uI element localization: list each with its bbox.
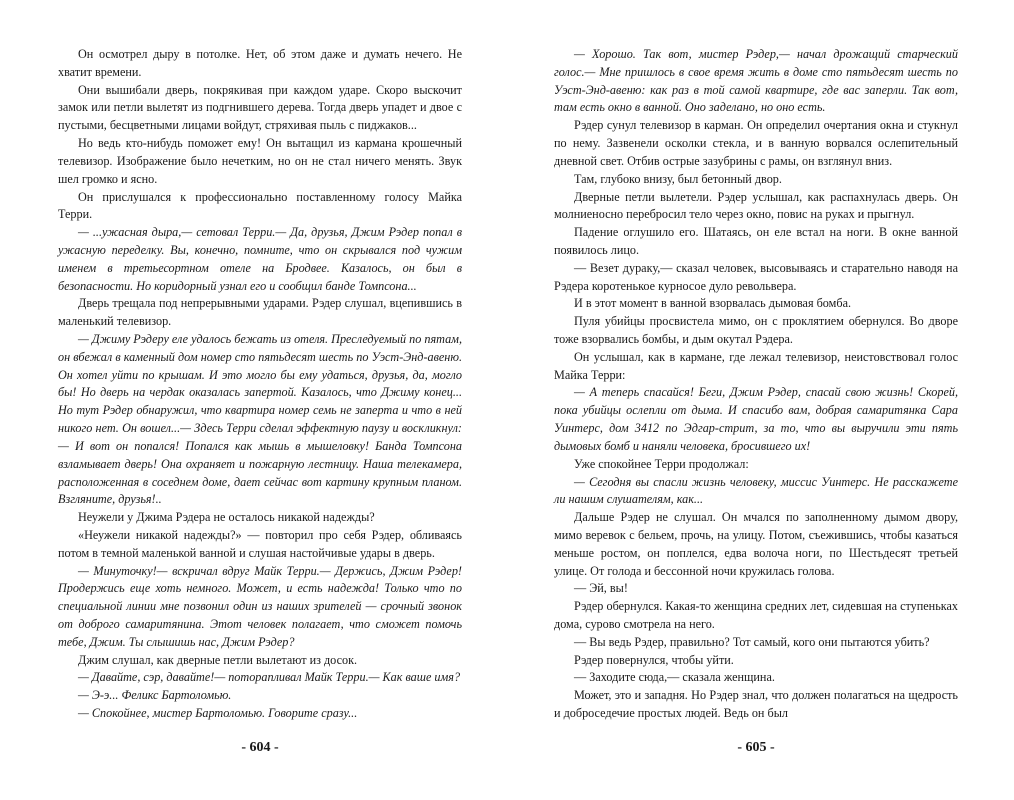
right-paragraph: Может, это и западня. Но Рэдер знал, что должен полагаться на щедрость и доброседечие простых людей. Ведь он был — [554, 688, 958, 721]
right-paragraph: Рэдер обернулся. Какая-то женщина средних лет, сидевшая на ступеньках дома, сурово смотрела на него. — [554, 599, 958, 631]
right-paragraph: Падение оглушило его. Шатаясь, он еле встал на ноги. В окне ванной появилось лицо. — [554, 225, 958, 257]
right-paragraph: — Хорошо. Так вот, мистер Рэдер,— начал дрожащий старческий голос.— Мне пришлось в свое время жить в доме сто пятьдесят шесть по Уэст-Энд-авеню: как раз в той самой квартире, где вас заперли. Так вот, там есть окно в ванной. Оно заделано, но оно есть. — [554, 47, 958, 115]
left-paragraph: Но ведь кто-нибудь поможет ему! Он вытащил из кармана крошечный телевизор. Изображение было нечетким, но он не стал ничего менять. Звук шел громко и ясно. — [58, 136, 462, 186]
left-paragraph: Дверь трещала под непрерывными ударами. Рэдер слушал, вцепившись в маленький телевизор. — [58, 296, 462, 329]
right-paragraph: — Вы ведь Рэдер, правильно? Тот самый, кого они пытаются убить? — [574, 634, 930, 649]
left-paragraph: — Давайте, сэр, давайте!— поторапливал Майк Терри.— Как ваше имя? — [78, 670, 461, 685]
right-paragraph: — Эй, вы! — [574, 581, 628, 596]
left-paragraph: Он прислушался к профессионально поставленному голосу Майка Терри. — [58, 189, 462, 222]
left-page — [58, 46, 462, 723]
right-paragraph: Дальше Рэдер не слушал. Он мчался по заполненному дымом двору, мимо веревок с бельем, прочь, на улицу. Потом, съежившись, чтобы казаться меньше ростом, он поплелся, едва волоча ноги, по Шестьдесят третьей улице. От голода и бессонной ночи кружилась голова. — [554, 510, 958, 578]
left-paragraph: Он осмотрел дыру в потолке. Нет, об этом даже и думать нечего. Не хватит времени. — [58, 47, 462, 79]
left-paragraph: — Э-э... Феликс Бартоломью. — [78, 688, 232, 703]
left-paragraph: — ...ужасная дыра,— сетовал Терри.— Да, друзья, Джим Рэдер попал в ужасную переделку. Вы, конечно, помните, что он скрывался под чужим именем в третьесортном отеле на Бродвее. Казалось, он был в безопасности. Но коридорный узнал его и сообщил банде Томпсона... — [58, 225, 462, 293]
right-paragraph: Рэдер повернулся, чтобы уйти. — [574, 652, 734, 667]
right-paragraph: Он услышал, как в кармане, где лежал телевизор, неистовствовал голос Майка Терри: — [554, 349, 958, 382]
right-paragraph: — Сегодня вы спасли жизнь человеку, миссис Уинтерс. Не расскажете ли нашим слушателям, как... — [554, 474, 958, 507]
right-paragraph: Дверные петли вылетели. Рэдер услышал, как распахнулась дверь. Он молниеносно перебросил тело через окно, повис на руках и прыгнул. — [554, 189, 958, 222]
right-paragraph: — Везет дураку,— сказал человек, высовываясь и старательно наводя на Рэдера коротенькое курносое дуло револьвера. — [554, 260, 958, 293]
left-paragraph: — Джиму Рэдеру еле удалось бежать из отеля. Преследуемый по пятам, он вбежал в каменный дом номер сто пятьдесят шесть по Уэст-Энд-авеню. Он хотел уйти по крышам. И это могло бы ему удаться, друзья, да, могло бы! Но дверь на чердак оказалась запертой. Казалось, что Джиму конец... Но тут Рэдер обнаружил, что квартира номер семь не заперта и что в ней никого нет. Он вошел...— Здесь Терри сделал эффектную паузу и воскликнул: — И вот он попался! Попался как мышь в мышеловку! Банда Томпсона взламывает дверь! Она охраняет и пожарную лестницу. Наша телекамера, расположенная в соседнем доме, дает сейчас вот картину крупным планом. Взгляните, друзья!.. — [58, 332, 462, 507]
right-page — [554, 46, 958, 723]
left-paragraph: «Неужели никакой надежды?» — повторил про себя Рэдер, обливаясь потом в темной маленькой ванной и слушая настойчивые удары в дверь. — [58, 527, 462, 560]
left-paragraph: — Минуточку!— вскричал вдруг Майк Терри.— Держись, Джим Рэдер! Продержись еще хоть немного. Может, и есть надежда! Только что по специальной линии мне позвонил один из наших зрителей — срочный звонок от доброго самаритянина. Этот человек полагает, что сможет помочь тебе, Джим. Ты слышишь нас, Джим Рэдер? — [58, 563, 462, 649]
page-number-left: - 604 - — [241, 740, 279, 755]
page-number-right: - 605 - — [737, 740, 775, 755]
left-paragraph: Они вышибали дверь, покрякивая при каждом ударе. Скоро выскочит замок или петли вылетят из подгнившего дерева. Тогда дверь упадет и двое с пустыми, бесцветными лицами войдут, стряхивая пыль с пиджаков... — [58, 82, 462, 133]
left-paragraph: Джим слушал, как дверные петли вылетают из досок. — [78, 652, 358, 667]
right-paragraph: Пуля убийцы просвистела мимо, он с проклятием обернулся. Во дворе тоже взорвались бомбы, и дым окутал Рэдера. — [554, 314, 958, 346]
right-paragraph: Там, глубоко внизу, был бетонный двор. — [574, 171, 782, 186]
right-paragraph: Рэдер сунул телевизор в карман. Он определил очертания окна и стукнул по нему. Зазвенели осколки стекла, и в ванную ворвался ослепительный дневной свет. Отбив острые зазубрины с рамы, он взглянул вниз. — [554, 118, 958, 168]
right-paragraph: Уже спокойнее Терри продолжал: — [574, 456, 749, 471]
left-paragraph: Неужели у Джима Рэдера не осталось никакой надежды? — [78, 510, 375, 525]
right-paragraph: — А теперь спасайся! Беги, Джим Рэдер, спасай свою жизнь! Скорей, пока убийцы ослепли от дыма. И спасибо вам, добрая самаритянка Сара Уинтерс, дом 3412 по Эдгар-стрит, за то, что вы выручили эти пять дымовых бомб и наняли человека, бросившего их! — [554, 385, 958, 453]
right-paragraph: — Заходите сюда,— сказала женщина. — [574, 670, 775, 685]
left-paragraph: — Спокойнее, мистер Бартоломью. Говорите сразу... — [78, 706, 358, 721]
right-paragraph: И в этот момент в ванной взорвалась дымовая бомба. — [574, 296, 852, 311]
